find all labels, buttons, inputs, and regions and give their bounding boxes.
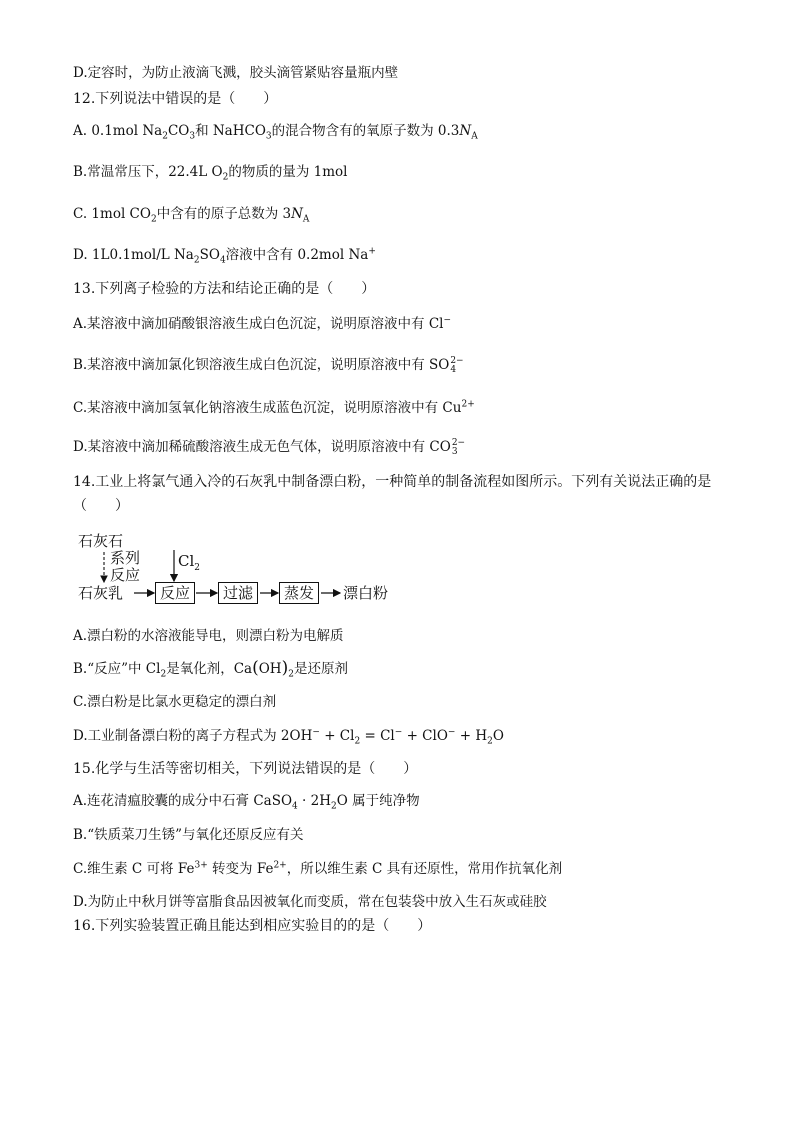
- q14-stem-line1: 14.工业上将氯气通入冷的石灰乳中制备漂白粉，一种简单的制备流程如图所示。下列有关说法正确的是: [73, 474, 712, 490]
- q13-option-c: C.某溶液中滴加氢氧化钠溶液生成蓝色沉淀，说明原溶液中有 $Cu^{2+}$: [73, 399, 475, 416]
- q15-option-a: A.连花清瘟胶囊的成分中石膏 CaSO$_4$ · $2H_2O$ 属于纯净物: [73, 793, 420, 812]
- q13-option-d: D.某溶液中滴加稀硫酸溶液生成无色气体，说明原溶液中有 CO 2− 3: [73, 437, 466, 457]
- q11-option-d: D.定容时，为防止液滴飞溅，胶头滴管紧贴容量瓶内壁: [73, 65, 399, 81]
- q12-option-c: C. 1mol $CO_2$中含有的原子总数为 $3N_A$: [73, 206, 310, 225]
- lime-milk-label: 石灰乳: [78, 584, 124, 602]
- step-filter-box: 过滤: [218, 582, 258, 604]
- q14-stem-line2: （ ）: [73, 498, 129, 514]
- q16-stem: 16.下列实验装置正确且能达到相应实验目的的是（ ）: [73, 918, 432, 934]
- q13-option-a: A.某溶液中滴加硝酸银溶液生成白色沉淀，说明原溶液中有 Cl−: [73, 315, 452, 332]
- q14-option-b: B.“反应”中 $Cl_2$是氧化剂，$Ca(OH)_2$是还原剂: [73, 658, 348, 680]
- q15-option-c: C.维生素 C 可将 $Fe^{3+}$ 转变为 $Fe^{2+}$，所以维生素 C 具有还原性，常用作抗氧化剂: [73, 860, 563, 877]
- q12-option-a: A. 0.1mol $Na_2CO_3$和 NaHCO$_3$的混合物含有的氧原子数为 $0.3N_A$: [73, 123, 478, 142]
- q12-option-b: B.常温常压下，22.4L $O_2$的物质的量为 1mol: [73, 164, 348, 183]
- step-evaporate-box: 蒸发: [279, 582, 319, 604]
- series-label: 系列: [110, 549, 141, 567]
- q15-stem: 15.化学与生活等密切相关，下列说法错误的是（ ）: [73, 761, 418, 777]
- reaction-label: 反应: [110, 566, 141, 584]
- limestone-label: 石灰石: [78, 532, 124, 550]
- q14-option-a: A.漂白粉的水溶液能导电，则漂白粉为电解质: [73, 628, 344, 644]
- q12-option-d: D. 1L0.1mol/L $Na_2SO_4$溶液中含有 0.2mol Na+: [73, 246, 376, 266]
- q13-stem: 13.下列离子检验的方法和结论正确的是（ ）: [73, 281, 376, 297]
- q12-stem: 12.下列说法中错误的是（ ）: [73, 91, 278, 107]
- q13-option-b: B.某溶液中滴加氯化钡溶液生成白色沉淀，说明原溶液中有 SO 2− 4: [73, 355, 464, 375]
- step-reaction-box: 反应: [155, 582, 195, 604]
- q15-option-b: B.“铁质菜刀生锈”与氧化还原反应有关: [73, 827, 304, 843]
- q14-option-c: C.漂白粉是比氯水更稳定的漂白剂: [73, 694, 277, 710]
- cl2-label: $Cl_2$: [178, 552, 201, 573]
- q14-option-d: D.工业制备漂白粉的离子方程式为 $2OH^- + Cl_2 = Cl^- + ClO^- + H_2O$: [73, 727, 504, 747]
- bleaching-powder-flowchart: [78, 532, 408, 610]
- q15-option-d: D.为防止中秋月饼等富脂食品因被氧化而变质，常在包装袋中放入生石灰或硅胶: [73, 894, 547, 910]
- product-label: 漂白粉: [343, 584, 389, 602]
